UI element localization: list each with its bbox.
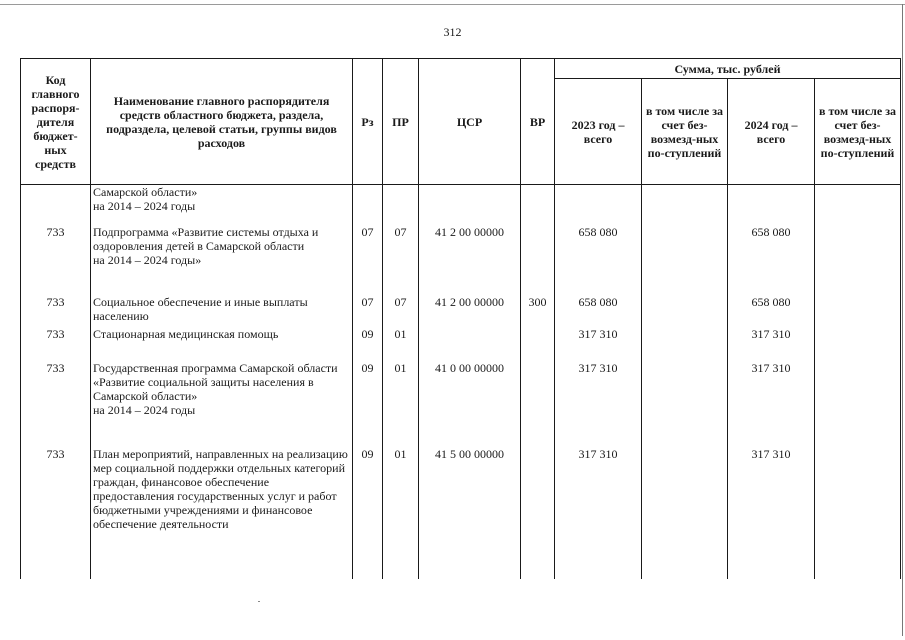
page-number: 312 <box>443 25 462 39</box>
header-2024-total: 2024 год – всего <box>728 79 815 185</box>
table-row <box>21 447 901 579</box>
cell-rz <box>353 185 383 225</box>
cell-2024-incl <box>815 447 901 579</box>
table-row <box>21 361 901 447</box>
cell-2024-total: 658 080 <box>728 225 815 295</box>
header-sum: Сумма, тыс. рублей <box>555 59 901 79</box>
cell-pr: 01 <box>383 361 419 447</box>
cell-2024-total: 658 080 <box>728 295 815 327</box>
header-pr: ПР <box>383 59 419 185</box>
scan-speck <box>258 601 260 602</box>
cell-rz: 07 <box>353 225 383 295</box>
header-2023-total: 2023 год – всего <box>555 79 642 185</box>
top-rule <box>0 4 905 5</box>
cell-pr: 01 <box>383 327 419 361</box>
table-row <box>21 327 901 361</box>
header-vr: ВР <box>521 59 555 185</box>
cell-2024-total: 317 310 <box>728 447 815 579</box>
cell-code: 733 <box>21 295 91 327</box>
cell-name: Государственная программа Самарской области «Развитие социальной защиты населения в Самарской области» на 2014 – 2024 годы <box>91 361 353 447</box>
cell-rz: 09 <box>353 327 383 361</box>
table-body <box>21 185 901 579</box>
cell-2024-incl <box>815 225 901 295</box>
cell-2024-total <box>728 185 815 225</box>
cell-vr <box>521 327 555 361</box>
cell-vr <box>521 361 555 447</box>
cell-csr: 41 2 00 00000 <box>419 295 521 327</box>
cell-vr <box>521 225 555 295</box>
cell-2023-incl <box>642 327 728 361</box>
cell-2024-total: 317 310 <box>728 361 815 447</box>
cell-csr: 41 5 00 00000 <box>419 447 521 579</box>
cell-csr: 41 2 00 00000 <box>419 225 521 295</box>
cell-name: Стационарная медицинская помощь <box>91 327 353 361</box>
cell-2023-total: 658 080 <box>555 295 642 327</box>
cell-2023-incl <box>642 361 728 447</box>
table-row <box>21 225 901 295</box>
header-rz: Рз <box>353 59 383 185</box>
cell-csr: 41 0 00 00000 <box>419 361 521 447</box>
cell-code: 733 <box>21 361 91 447</box>
cell-2023-total: 317 310 <box>555 361 642 447</box>
cell-2023-incl <box>642 295 728 327</box>
cell-code: 733 <box>21 447 91 579</box>
table-row <box>21 295 901 327</box>
cell-csr <box>419 185 521 225</box>
cell-rz: 07 <box>353 295 383 327</box>
cell-2023-total <box>555 185 642 225</box>
header-code: Код главного распоря-дителя бюджет-ных средств <box>21 59 91 185</box>
cell-csr <box>419 327 521 361</box>
cell-2024-incl <box>815 295 901 327</box>
cell-2024-incl <box>815 185 901 225</box>
cell-2023-incl <box>642 185 728 225</box>
cell-2023-total: 317 310 <box>555 447 642 579</box>
cell-rz: 09 <box>353 447 383 579</box>
cell-vr <box>521 185 555 225</box>
cell-2023-total: 317 310 <box>555 327 642 361</box>
cell-vr: 300 <box>521 295 555 327</box>
cell-code: 733 <box>21 225 91 295</box>
cell-2023-total: 658 080 <box>555 225 642 295</box>
header-csr: ЦСР <box>419 59 521 185</box>
cell-pr: 07 <box>383 225 419 295</box>
cell-rz: 09 <box>353 361 383 447</box>
cell-2023-incl <box>642 447 728 579</box>
right-edge-rule <box>902 4 903 636</box>
cell-pr <box>383 185 419 225</box>
cell-name: Социальное обеспечение и иные выплаты населению <box>91 295 353 327</box>
header-2024-incl: в том числе за счет без-возмезд-ных по-ступлений <box>815 79 901 185</box>
cell-code <box>21 185 91 225</box>
budget-table <box>20 58 901 579</box>
cell-2024-incl <box>815 327 901 361</box>
cell-name: Подпрограмма «Развитие системы отдыха и оздоровления детей в Самарской области на 2014 – 2024 годы» <box>91 225 353 295</box>
cell-pr: 07 <box>383 295 419 327</box>
header-name: Наименование главного распорядителя средств областного бюджета, раздела, подраздела, целевой статьи, группы видов расходов <box>91 59 353 185</box>
cell-code: 733 <box>21 327 91 361</box>
header-2023-incl: в том числе за счет без-возмезд-ных по-ступлений <box>642 79 728 185</box>
cell-pr: 01 <box>383 447 419 579</box>
cell-name: Самарской области» на 2014 – 2024 годы <box>91 185 353 225</box>
table-row <box>21 185 901 225</box>
cell-name: План мероприятий, направленных на реализацию мер социальной поддержки отдельных категорий граждан, финансовое обеспечение предоставления государственных услуг и работ бюджетными учреждениями и финансовое обеспечение деятельности <box>91 447 353 579</box>
cell-2024-total: 317 310 <box>728 327 815 361</box>
cell-vr <box>521 447 555 579</box>
cell-2023-incl <box>642 225 728 295</box>
cell-2024-incl <box>815 361 901 447</box>
